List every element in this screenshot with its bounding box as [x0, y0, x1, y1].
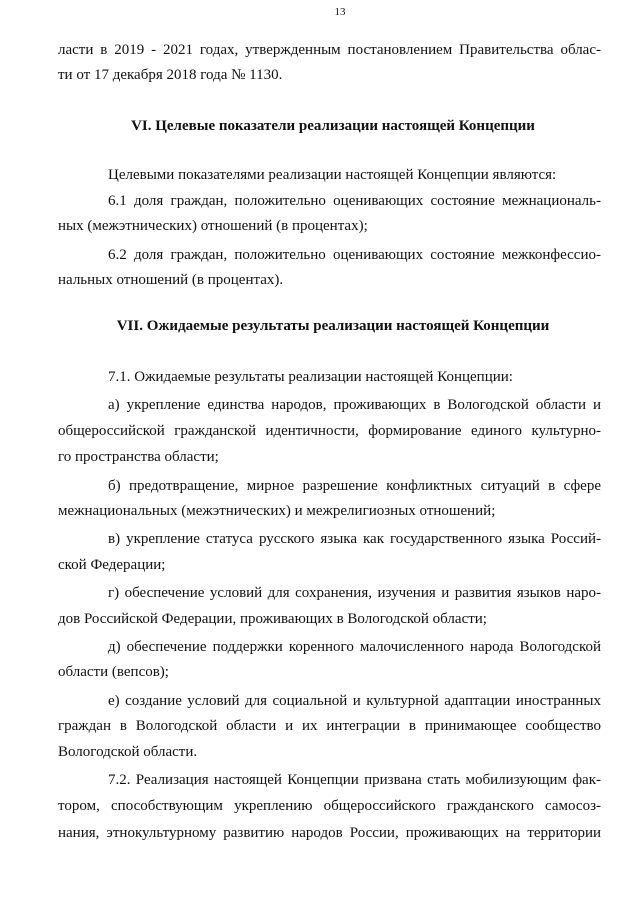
list-item-line: межнациональных (межэтнических) и межрелигиозных отношений;	[58, 503, 496, 519]
page-number: 13	[334, 6, 346, 18]
list-item-line: граждан в Вологодской области и их интеграции в принимающее сообщество	[58, 718, 601, 734]
paragraph-line: тором, способствующим укреплению общероссийского гражданского самосоз-	[58, 798, 601, 814]
list-item-line: а) укрепление единства народов, проживающих в Вологодской области и	[108, 397, 601, 413]
paragraph-line: ных (межэтнических) отношений (в процентах);	[58, 218, 368, 234]
list-item-line: го пространства области;	[58, 449, 219, 465]
list-item-line: г) обеспечение условий для сохранения, изучения и развития языков наро-	[108, 585, 601, 601]
list-item-line: б) предотвращение, мирное разрешение конфликтных ситуаций в сфере	[108, 478, 601, 494]
paragraph-line: 7.1. Ожидаемые результаты реализации настоящей Концепции:	[108, 369, 513, 385]
list-item-line: в) укрепление статуса русского языка как государственного языка Россий-	[108, 531, 601, 547]
paragraph-line: 6.2 доля граждан, положительно оценивающих состояние межконфессио-	[108, 247, 601, 263]
intro-line: ласти в 2019 - 2021 годах, утвержденным постановлением Правительства облас-	[58, 42, 601, 58]
section-heading-vii: VII. Ожидаемые результаты реализации настоящей Концепции	[116, 318, 550, 334]
list-item-line: д) обеспечение поддержки коренного малочисленного народа Вологодской	[108, 639, 601, 655]
paragraph-line: 6.1 доля граждан, положительно оценивающих состояние межнациональ-	[108, 193, 601, 209]
section-heading-vi: VI. Целевые показатели реализации настоящей Концепции	[131, 118, 535, 134]
list-item-line: дов Российской Федерации, проживающих в Вологодской области;	[58, 611, 487, 627]
list-item-line: общероссийской гражданской идентичности, формирование единого культурно-	[58, 423, 601, 439]
list-item-line: ской Федерации;	[58, 557, 166, 573]
paragraph-line: Целевыми показателями реализации настоящей Концепции являются:	[108, 167, 557, 183]
paragraph-line: нания, этнокультурному развитию народов России, проживающих на территории	[58, 825, 601, 841]
list-item-line: е) создание условий для социальной и культурной адаптации иностранных	[108, 693, 601, 709]
list-item-line: Вологодской области.	[58, 744, 198, 760]
paragraph-line: нальных отношений (в процентах).	[58, 272, 284, 288]
intro-line: ти от 17 декабря 2018 года № 1130.	[58, 67, 283, 83]
list-item-line: области (вепсов);	[58, 664, 169, 680]
paragraph-line: 7.2. Реализация настоящей Концепции призвана стать мобилизующим фак-	[108, 772, 601, 788]
